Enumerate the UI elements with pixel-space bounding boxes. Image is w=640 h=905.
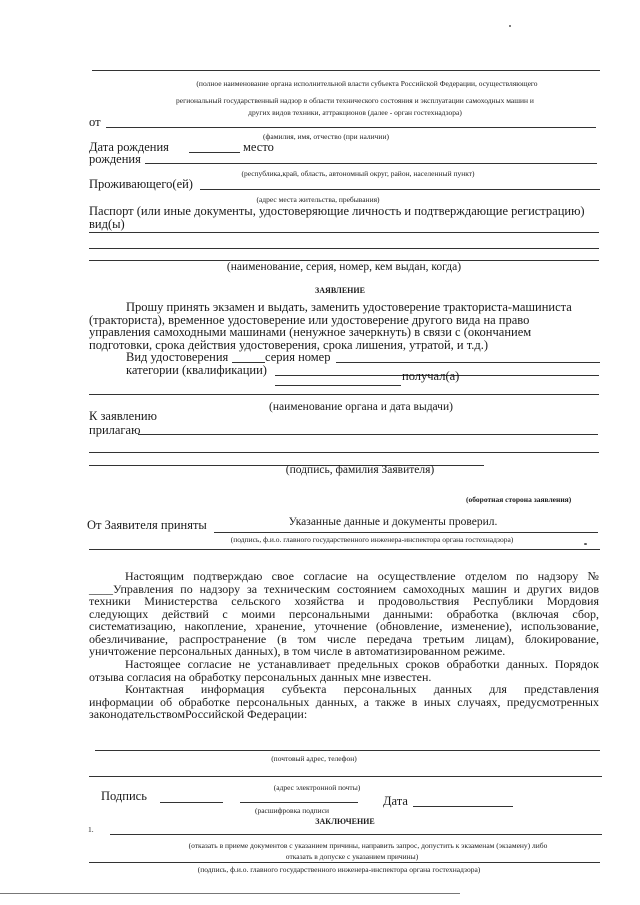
passport-caption: (наименование, серия, номер, кем выдан, когда): [226, 261, 462, 273]
consent-line: обезличивание, распространение (в том числе передача третьим лицам), блокирование,: [89, 631, 599, 646]
conclusion-caption-2: отказать в допуске с указанием причины): [285, 852, 419, 861]
consent-line: уничтожение персональных данных), в том числе в автоматизированном режиме.: [89, 644, 506, 658]
authority-caption-3: других видов техники, аттракционов (далее - орган гостехнадзора): [248, 108, 462, 117]
scan-edge-line: [0, 893, 460, 894]
consent-paragraph-1: [89, 570, 599, 658]
inspector-signature-line: [214, 532, 598, 533]
received-label: получал(а): [402, 369, 460, 383]
statement-line-2: (тракториста), временное удостоверение или удостоверение другого вида на право: [89, 312, 530, 327]
consent-line: техники Министерства сельского хозяйства и продовольствия Республики Мордовия: [89, 594, 599, 608]
consent-line: законодательствомРоссийской Федерации:: [89, 707, 308, 721]
scan-speck: [509, 25, 511, 27]
birth-date-label: Дата рождения: [89, 140, 169, 154]
org-caption: (наименование органа и дата выдачи): [269, 401, 453, 413]
authority-name-line: [92, 70, 600, 71]
birth-date-line: [189, 152, 240, 153]
postal-caption: (почтовый адрес, телефон): [271, 754, 357, 763]
reverse-side-label: (оборотная сторона заявления): [466, 495, 572, 504]
conclusion-caption-3: (подпись, ф.и.о. главного государственного инженера-инспектора органа гостехнадзора): [197, 865, 481, 874]
residing-label: Проживающего(ей): [89, 177, 193, 191]
signature-label: Подпись: [101, 789, 147, 803]
received-detail-line: [89, 394, 599, 395]
statement-line-3: управления самоходными машинами (ненужное зачеркнуть) в связи с (окончанием: [89, 325, 532, 339]
date-line: [413, 806, 513, 807]
attach-label-2: прилагаю: [89, 423, 141, 437]
consent-line: информации об обработке персональных данных, а также в иных случаях, предусмотренных: [89, 694, 599, 709]
consent-line: ____Управления по надзору за техническим состоянием самоходных машин и других видов: [89, 581, 599, 596]
statement-title: ЗАЯВЛЕНИЕ: [315, 286, 365, 295]
address-caption: (адрес места жительства, пребывания): [256, 195, 380, 204]
attachments-line-2: [89, 452, 599, 453]
region-caption: (республика,край, область, автономный округ, район, населенный пункт): [241, 169, 475, 178]
statement-line-1: Прошу принять экзамен и выдать, заменить удостоверение тракториста-машиниста: [126, 300, 572, 314]
signature-line: [160, 802, 223, 803]
section-divider: [89, 549, 600, 550]
conclusion-item-number: 1.: [88, 825, 94, 834]
attachments-line-1: [138, 434, 598, 435]
statement-line-4: подготовки, срока действия удостоверения, срока лишения, утратой, и т.д.): [89, 337, 489, 352]
authority-caption-1: (полное наименование органа исполнительной власти субъекта Российской Федерации, осуществляющего: [196, 79, 538, 88]
date-label: Дата: [383, 794, 408, 808]
passport-label-2: вид(ы): [89, 217, 125, 231]
from-label: от: [89, 115, 101, 129]
name-caption: (фамилия, имя, отчество (при наличии): [263, 132, 389, 141]
applicant-sign-caption: (подпись, фамилия Заявителя): [285, 464, 435, 476]
attach-label-1: К заявлению: [89, 409, 157, 423]
conclusion-title: ЗАКЛЮЧЕНИЕ: [315, 817, 375, 826]
consent-line: Настоящее согласие не устанавливает предельных сроков обработки данных. Порядок: [125, 657, 599, 671]
categories-label: категории (квалификации): [126, 363, 267, 377]
series-label: серия номер: [265, 350, 331, 364]
passport-line-1: [89, 232, 599, 233]
email-caption: (адрес электронной почты): [273, 783, 361, 792]
consent-line: систематизацию, накопление, хранение, уточнение (обновление, изменение), использование,: [89, 619, 599, 633]
scan-speck: [584, 543, 587, 545]
conclusion-caption-1: (отказать в приеме документов с указанием причины, направить запрос, допустить к экзаменам (экзамену) либо: [188, 841, 548, 850]
received-line: [275, 385, 401, 386]
decode-caption: (расшифровка подписи: [254, 806, 330, 815]
passport-label-1: Паспорт (или иные документы, удостоверяющие личность и подтверждающие регистрацию): [89, 204, 585, 218]
consent-line: Контактная информация субъекта персональных данных для представления: [125, 682, 599, 696]
signature-decode-line: [240, 802, 358, 803]
consent-paragraph-2: [89, 658, 599, 683]
accepted-label: От Заявителя приняты: [87, 518, 207, 532]
license-type-label: Вид удостоверения: [126, 350, 229, 364]
consent-line: Настоящим подтверждаю свое согласие на осуществление отделом по надзору №: [125, 569, 599, 583]
consent-line: следующих действий с моими персональными данными: обработка (включая сбор,: [89, 606, 599, 621]
conclusion-signature-line: [89, 862, 600, 863]
series-number-line: [336, 362, 600, 363]
residence-line: [200, 189, 600, 190]
birth-place-label: место: [243, 140, 274, 154]
consent-line: отзыва согласия на обработку персональных данных мне известен.: [89, 669, 432, 684]
authority-caption-2: региональный государственный надзор в области технического состояния и эксплуатации самоходных машин и: [176, 96, 534, 105]
birth-place-label-2: рождения: [89, 152, 141, 166]
checked-label: Указанные данные и документы проверил.: [288, 516, 498, 528]
inspector-caption: (подпись, ф.и.о. главного государственного инженера-инспектора органа гостехнадзора): [230, 535, 514, 544]
consent-paragraph-3: [89, 683, 599, 721]
postal-address-line: [95, 750, 600, 751]
email-line: [89, 776, 602, 777]
applicant-name-line: [106, 127, 596, 128]
passport-line-2: [89, 248, 599, 249]
conclusion-line: [110, 834, 602, 835]
statement-text: [89, 301, 572, 351]
birth-place-line: [145, 163, 597, 164]
